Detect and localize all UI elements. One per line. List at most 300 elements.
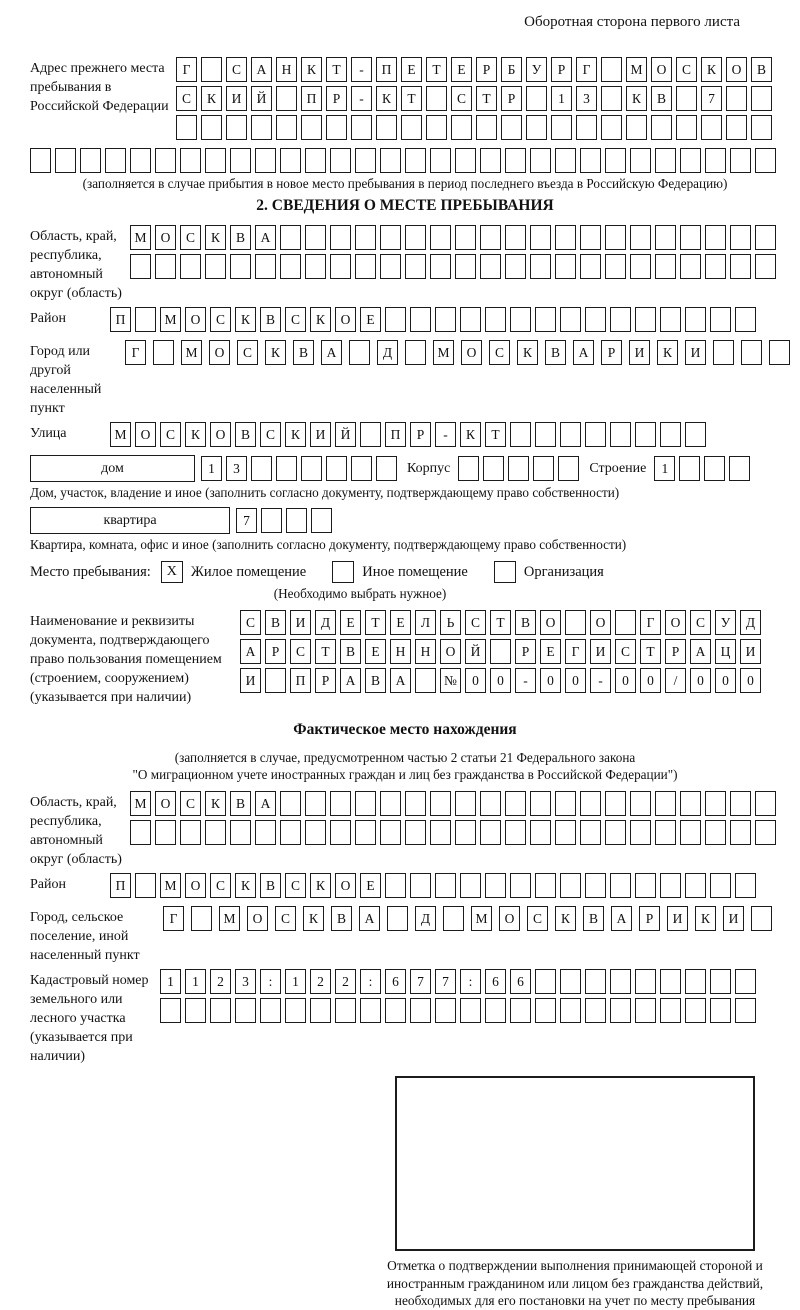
char-cell[interactable]: К <box>695 906 716 931</box>
char-cell[interactable]: Л <box>415 610 436 635</box>
char-cell[interactable]: Р <box>476 57 497 82</box>
char-cell[interactable] <box>685 422 706 447</box>
char-cell[interactable] <box>155 148 176 173</box>
char-cell[interactable]: С <box>210 873 231 898</box>
char-cell[interactable] <box>130 148 151 173</box>
char-cell[interactable]: К <box>303 906 324 931</box>
char-cell[interactable] <box>480 254 501 279</box>
char-cell[interactable]: С <box>237 340 258 365</box>
char-cell[interactable] <box>755 791 776 816</box>
char-cell[interactable] <box>755 148 776 173</box>
char-cell[interactable] <box>355 791 376 816</box>
char-cell[interactable]: Й <box>465 639 486 664</box>
char-cell[interactable]: № <box>440 668 461 693</box>
char-cell[interactable] <box>730 254 751 279</box>
char-cell[interactable] <box>80 148 101 173</box>
char-cell[interactable] <box>230 148 251 173</box>
char-cell[interactable] <box>201 57 222 82</box>
char-cell[interactable]: К <box>205 225 226 250</box>
char-cell[interactable]: Р <box>265 639 286 664</box>
char-cell[interactable] <box>301 115 322 140</box>
char-cell[interactable]: В <box>515 610 536 635</box>
char-cell[interactable] <box>615 610 636 635</box>
char-cell[interactable]: А <box>390 668 411 693</box>
char-cell[interactable]: Т <box>490 610 511 635</box>
char-cell[interactable]: О <box>540 610 561 635</box>
char-cell[interactable]: Т <box>326 57 347 82</box>
char-cell[interactable] <box>435 307 456 332</box>
char-cell[interactable] <box>710 873 731 898</box>
char-cell[interactable] <box>555 791 576 816</box>
char-cell[interactable] <box>630 791 651 816</box>
char-cell[interactable] <box>655 254 676 279</box>
char-cell[interactable] <box>480 225 501 250</box>
char-cell[interactable]: А <box>573 340 594 365</box>
char-cell[interactable] <box>701 115 722 140</box>
char-cell[interactable] <box>251 115 272 140</box>
char-cell[interactable]: О <box>155 225 176 250</box>
char-cell[interactable] <box>505 254 526 279</box>
char-cell[interactable] <box>276 456 297 481</box>
char-cell[interactable] <box>730 820 751 845</box>
char-cell[interactable] <box>726 86 747 111</box>
char-cell[interactable]: В <box>651 86 672 111</box>
char-cell[interactable] <box>680 820 701 845</box>
char-cell[interactable]: - <box>351 86 372 111</box>
char-cell[interactable] <box>610 307 631 332</box>
char-cell[interactable]: 0 <box>690 668 711 693</box>
char-cell[interactable] <box>630 225 651 250</box>
char-cell[interactable]: 7 <box>410 969 431 994</box>
char-cell[interactable] <box>455 820 476 845</box>
char-cell[interactable] <box>430 254 451 279</box>
char-cell[interactable] <box>576 115 597 140</box>
char-cell[interactable] <box>155 820 176 845</box>
char-cell[interactable]: К <box>201 86 222 111</box>
char-cell[interactable] <box>580 148 601 173</box>
char-cell[interactable]: М <box>110 422 131 447</box>
char-cell[interactable] <box>751 115 772 140</box>
char-cell[interactable] <box>410 873 431 898</box>
char-cell[interactable]: 0 <box>465 668 486 693</box>
char-cell[interactable]: С <box>180 225 201 250</box>
char-cell[interactable]: Р <box>410 422 431 447</box>
char-cell[interactable]: В <box>583 906 604 931</box>
char-cell[interactable] <box>311 508 332 533</box>
char-cell[interactable] <box>685 307 706 332</box>
char-cell[interactable] <box>713 340 734 365</box>
char-cell[interactable] <box>460 307 481 332</box>
char-cell[interactable] <box>751 906 772 931</box>
char-cell[interactable]: М <box>471 906 492 931</box>
char-cell[interactable] <box>326 115 347 140</box>
char-cell[interactable]: К <box>205 791 226 816</box>
char-cell[interactable] <box>705 225 726 250</box>
char-cell[interactable] <box>710 307 731 332</box>
char-cell[interactable] <box>655 148 676 173</box>
char-cell[interactable]: В <box>260 873 281 898</box>
char-cell[interactable]: Г <box>576 57 597 82</box>
char-cell[interactable] <box>180 820 201 845</box>
char-cell[interactable]: М <box>219 906 240 931</box>
char-cell[interactable]: Т <box>476 86 497 111</box>
char-cell[interactable] <box>455 148 476 173</box>
char-cell[interactable]: С <box>676 57 697 82</box>
char-cell[interactable]: В <box>230 791 251 816</box>
char-cell[interactable]: О <box>590 610 611 635</box>
char-cell[interactable] <box>551 115 572 140</box>
char-cell[interactable] <box>430 791 451 816</box>
char-cell[interactable]: С <box>180 791 201 816</box>
char-cell[interactable]: Д <box>377 340 398 365</box>
char-cell[interactable] <box>351 115 372 140</box>
char-cell[interactable] <box>205 820 226 845</box>
char-cell[interactable] <box>330 791 351 816</box>
char-cell[interactable] <box>601 86 622 111</box>
char-cell[interactable] <box>705 820 726 845</box>
char-cell[interactable]: 7 <box>236 508 257 533</box>
char-cell[interactable]: Д <box>740 610 761 635</box>
char-cell[interactable] <box>710 998 731 1023</box>
char-cell[interactable]: О <box>726 57 747 82</box>
char-cell[interactable] <box>280 148 301 173</box>
char-cell[interactable] <box>530 791 551 816</box>
char-cell[interactable] <box>276 115 297 140</box>
char-cell[interactable]: Р <box>551 57 572 82</box>
char-cell[interactable] <box>560 422 581 447</box>
char-cell[interactable]: 1 <box>185 969 206 994</box>
char-cell[interactable] <box>276 86 297 111</box>
char-cell[interactable]: С <box>527 906 548 931</box>
char-cell[interactable] <box>280 225 301 250</box>
char-cell[interactable]: М <box>130 225 151 250</box>
char-cell[interactable] <box>376 115 397 140</box>
char-cell[interactable]: С <box>240 610 261 635</box>
char-cell[interactable]: К <box>517 340 538 365</box>
char-cell[interactable]: Н <box>415 639 436 664</box>
char-cell[interactable] <box>430 225 451 250</box>
char-cell[interactable] <box>235 998 256 1023</box>
char-cell[interactable] <box>251 456 272 481</box>
char-cell[interactable] <box>704 456 725 481</box>
char-cell[interactable] <box>530 148 551 173</box>
char-cell[interactable] <box>443 906 464 931</box>
char-cell[interactable]: С <box>290 639 311 664</box>
char-cell[interactable]: О <box>461 340 482 365</box>
char-cell[interactable] <box>305 791 326 816</box>
char-cell[interactable]: М <box>433 340 454 365</box>
char-cell[interactable] <box>351 456 372 481</box>
char-cell[interactable]: П <box>385 422 406 447</box>
char-cell[interactable]: О <box>185 307 206 332</box>
char-cell[interactable] <box>635 969 656 994</box>
char-cell[interactable]: И <box>590 639 611 664</box>
char-cell[interactable] <box>360 422 381 447</box>
char-cell[interactable]: В <box>365 668 386 693</box>
char-cell[interactable]: Т <box>426 57 447 82</box>
char-cell[interactable] <box>660 422 681 447</box>
char-cell[interactable] <box>355 254 376 279</box>
char-cell[interactable] <box>605 791 626 816</box>
char-cell[interactable] <box>535 969 556 994</box>
char-cell[interactable]: Р <box>601 340 622 365</box>
char-cell[interactable] <box>430 820 451 845</box>
char-cell[interactable]: А <box>255 791 276 816</box>
char-cell[interactable]: Р <box>501 86 522 111</box>
char-cell[interactable]: Е <box>365 639 386 664</box>
char-cell[interactable] <box>585 422 606 447</box>
char-cell[interactable] <box>305 254 326 279</box>
char-cell[interactable] <box>655 791 676 816</box>
char-cell[interactable] <box>605 148 626 173</box>
char-cell[interactable]: 3 <box>226 456 247 481</box>
char-cell[interactable] <box>385 873 406 898</box>
char-cell[interactable] <box>426 86 447 111</box>
char-cell[interactable] <box>585 873 606 898</box>
char-cell[interactable]: В <box>260 307 281 332</box>
char-cell[interactable] <box>460 998 481 1023</box>
char-cell[interactable]: И <box>240 668 261 693</box>
char-cell[interactable]: О <box>209 340 230 365</box>
char-cell[interactable] <box>530 254 551 279</box>
char-cell[interactable]: С <box>260 422 281 447</box>
char-cell[interactable] <box>455 225 476 250</box>
char-cell[interactable] <box>610 873 631 898</box>
char-cell[interactable] <box>741 340 762 365</box>
char-cell[interactable]: С <box>176 86 197 111</box>
char-cell[interactable]: С <box>465 610 486 635</box>
char-cell[interactable] <box>505 225 526 250</box>
char-cell[interactable] <box>226 115 247 140</box>
char-cell[interactable]: П <box>110 873 131 898</box>
char-cell[interactable]: К <box>310 873 331 898</box>
char-cell[interactable]: И <box>740 639 761 664</box>
char-cell[interactable] <box>565 610 586 635</box>
char-cell[interactable] <box>255 254 276 279</box>
char-cell[interactable] <box>330 254 351 279</box>
char-cell[interactable] <box>265 668 286 693</box>
char-cell[interactable] <box>585 969 606 994</box>
char-cell[interactable] <box>769 340 790 365</box>
char-cell[interactable]: А <box>340 668 361 693</box>
char-cell[interactable]: Г <box>163 906 184 931</box>
char-cell[interactable]: 1 <box>654 456 675 481</box>
char-cell[interactable] <box>480 820 501 845</box>
char-cell[interactable] <box>685 969 706 994</box>
char-cell[interactable] <box>535 422 556 447</box>
char-cell[interactable] <box>285 998 306 1023</box>
char-cell[interactable]: Й <box>251 86 272 111</box>
char-cell[interactable] <box>555 820 576 845</box>
char-cell[interactable] <box>710 969 731 994</box>
char-cell[interactable] <box>560 307 581 332</box>
char-cell[interactable] <box>210 998 231 1023</box>
char-cell[interactable] <box>230 820 251 845</box>
char-cell[interactable] <box>560 969 581 994</box>
char-cell[interactable] <box>651 115 672 140</box>
char-cell[interactable]: У <box>526 57 547 82</box>
char-cell[interactable] <box>755 820 776 845</box>
char-cell[interactable]: Т <box>365 610 386 635</box>
char-cell[interactable] <box>610 422 631 447</box>
char-cell[interactable] <box>360 998 381 1023</box>
checkbox-residential[interactable]: Х <box>161 561 183 583</box>
char-cell[interactable]: К <box>657 340 678 365</box>
char-cell[interactable]: 7 <box>701 86 722 111</box>
char-cell[interactable]: В <box>751 57 772 82</box>
char-cell[interactable]: С <box>160 422 181 447</box>
char-cell[interactable] <box>30 148 51 173</box>
char-cell[interactable] <box>485 998 506 1023</box>
char-cell[interactable]: - <box>351 57 372 82</box>
char-cell[interactable]: 2 <box>310 969 331 994</box>
char-cell[interactable]: И <box>629 340 650 365</box>
char-cell[interactable] <box>135 873 156 898</box>
char-cell[interactable]: Р <box>326 86 347 111</box>
char-cell[interactable]: 1 <box>160 969 181 994</box>
char-cell[interactable] <box>508 456 529 481</box>
char-cell[interactable]: С <box>615 639 636 664</box>
char-cell[interactable] <box>286 508 307 533</box>
char-cell[interactable] <box>201 115 222 140</box>
char-cell[interactable]: 0 <box>540 668 561 693</box>
char-cell[interactable]: К <box>301 57 322 82</box>
char-cell[interactable] <box>660 998 681 1023</box>
char-cell[interactable]: В <box>235 422 256 447</box>
char-cell[interactable]: И <box>290 610 311 635</box>
char-cell[interactable] <box>580 254 601 279</box>
char-cell[interactable]: К <box>265 340 286 365</box>
char-cell[interactable]: 2 <box>210 969 231 994</box>
char-cell[interactable]: К <box>701 57 722 82</box>
char-cell[interactable]: Е <box>401 57 422 82</box>
char-cell[interactable] <box>555 254 576 279</box>
char-cell[interactable] <box>501 115 522 140</box>
char-cell[interactable] <box>630 820 651 845</box>
char-cell[interactable]: Д <box>315 610 336 635</box>
char-cell[interactable] <box>230 254 251 279</box>
char-cell[interactable] <box>255 820 276 845</box>
char-cell[interactable] <box>680 791 701 816</box>
char-cell[interactable] <box>460 873 481 898</box>
char-cell[interactable]: Т <box>315 639 336 664</box>
char-cell[interactable] <box>385 307 406 332</box>
char-cell[interactable] <box>355 820 376 845</box>
char-cell[interactable] <box>635 307 656 332</box>
char-cell[interactable]: 3 <box>235 969 256 994</box>
char-cell[interactable] <box>405 340 426 365</box>
char-cell[interactable]: 3 <box>576 86 597 111</box>
char-cell[interactable] <box>410 998 431 1023</box>
char-cell[interactable] <box>655 225 676 250</box>
char-cell[interactable] <box>729 456 750 481</box>
char-cell[interactable] <box>705 791 726 816</box>
char-cell[interactable] <box>476 115 497 140</box>
char-cell[interactable]: В <box>265 610 286 635</box>
char-cell[interactable]: К <box>626 86 647 111</box>
char-cell[interactable] <box>685 998 706 1023</box>
char-cell[interactable] <box>660 969 681 994</box>
char-cell[interactable]: К <box>460 422 481 447</box>
char-cell[interactable] <box>630 148 651 173</box>
char-cell[interactable] <box>301 456 322 481</box>
char-cell[interactable] <box>130 254 151 279</box>
char-cell[interactable] <box>180 148 201 173</box>
char-cell[interactable] <box>635 998 656 1023</box>
char-cell[interactable] <box>533 456 554 481</box>
char-cell[interactable] <box>635 422 656 447</box>
char-cell[interactable]: А <box>321 340 342 365</box>
char-cell[interactable]: М <box>160 873 181 898</box>
char-cell[interactable] <box>458 456 479 481</box>
char-cell[interactable]: Т <box>640 639 661 664</box>
char-cell[interactable] <box>535 998 556 1023</box>
char-cell[interactable] <box>660 873 681 898</box>
char-cell[interactable]: Г <box>640 610 661 635</box>
char-cell[interactable] <box>255 148 276 173</box>
char-cell[interactable]: С <box>275 906 296 931</box>
char-cell[interactable]: Н <box>276 57 297 82</box>
char-cell[interactable]: Т <box>485 422 506 447</box>
char-cell[interactable] <box>680 225 701 250</box>
char-cell[interactable] <box>735 307 756 332</box>
char-cell[interactable]: 0 <box>715 668 736 693</box>
char-cell[interactable] <box>751 86 772 111</box>
char-cell[interactable] <box>185 998 206 1023</box>
char-cell[interactable] <box>485 873 506 898</box>
char-cell[interactable] <box>160 998 181 1023</box>
char-cell[interactable]: К <box>310 307 331 332</box>
char-cell[interactable]: А <box>240 639 261 664</box>
char-cell[interactable] <box>580 820 601 845</box>
char-cell[interactable]: О <box>155 791 176 816</box>
char-cell[interactable]: Т <box>401 86 422 111</box>
char-cell[interactable] <box>530 225 551 250</box>
char-cell[interactable]: О <box>651 57 672 82</box>
char-cell[interactable] <box>480 148 501 173</box>
char-cell[interactable] <box>510 422 531 447</box>
char-cell[interactable] <box>380 820 401 845</box>
char-cell[interactable] <box>560 873 581 898</box>
char-cell[interactable]: Д <box>415 906 436 931</box>
char-cell[interactable] <box>676 86 697 111</box>
char-cell[interactable]: А <box>251 57 272 82</box>
char-cell[interactable]: - <box>435 422 456 447</box>
char-cell[interactable] <box>535 307 556 332</box>
char-cell[interactable]: 1 <box>285 969 306 994</box>
char-cell[interactable]: П <box>376 57 397 82</box>
char-cell[interactable] <box>580 225 601 250</box>
char-cell[interactable] <box>585 307 606 332</box>
char-cell[interactable] <box>558 456 579 481</box>
char-cell[interactable]: Ц <box>715 639 736 664</box>
char-cell[interactable]: Н <box>390 639 411 664</box>
char-cell[interactable] <box>580 791 601 816</box>
char-cell[interactable] <box>280 820 301 845</box>
char-cell[interactable] <box>305 148 326 173</box>
char-cell[interactable]: О <box>185 873 206 898</box>
char-cell[interactable]: И <box>226 86 247 111</box>
char-cell[interactable] <box>435 873 456 898</box>
char-cell[interactable] <box>505 820 526 845</box>
char-cell[interactable]: А <box>359 906 380 931</box>
char-cell[interactable]: 0 <box>740 668 761 693</box>
char-cell[interactable] <box>655 820 676 845</box>
char-cell[interactable] <box>530 820 551 845</box>
char-cell[interactable] <box>155 254 176 279</box>
char-cell[interactable] <box>305 820 326 845</box>
char-cell[interactable] <box>430 148 451 173</box>
